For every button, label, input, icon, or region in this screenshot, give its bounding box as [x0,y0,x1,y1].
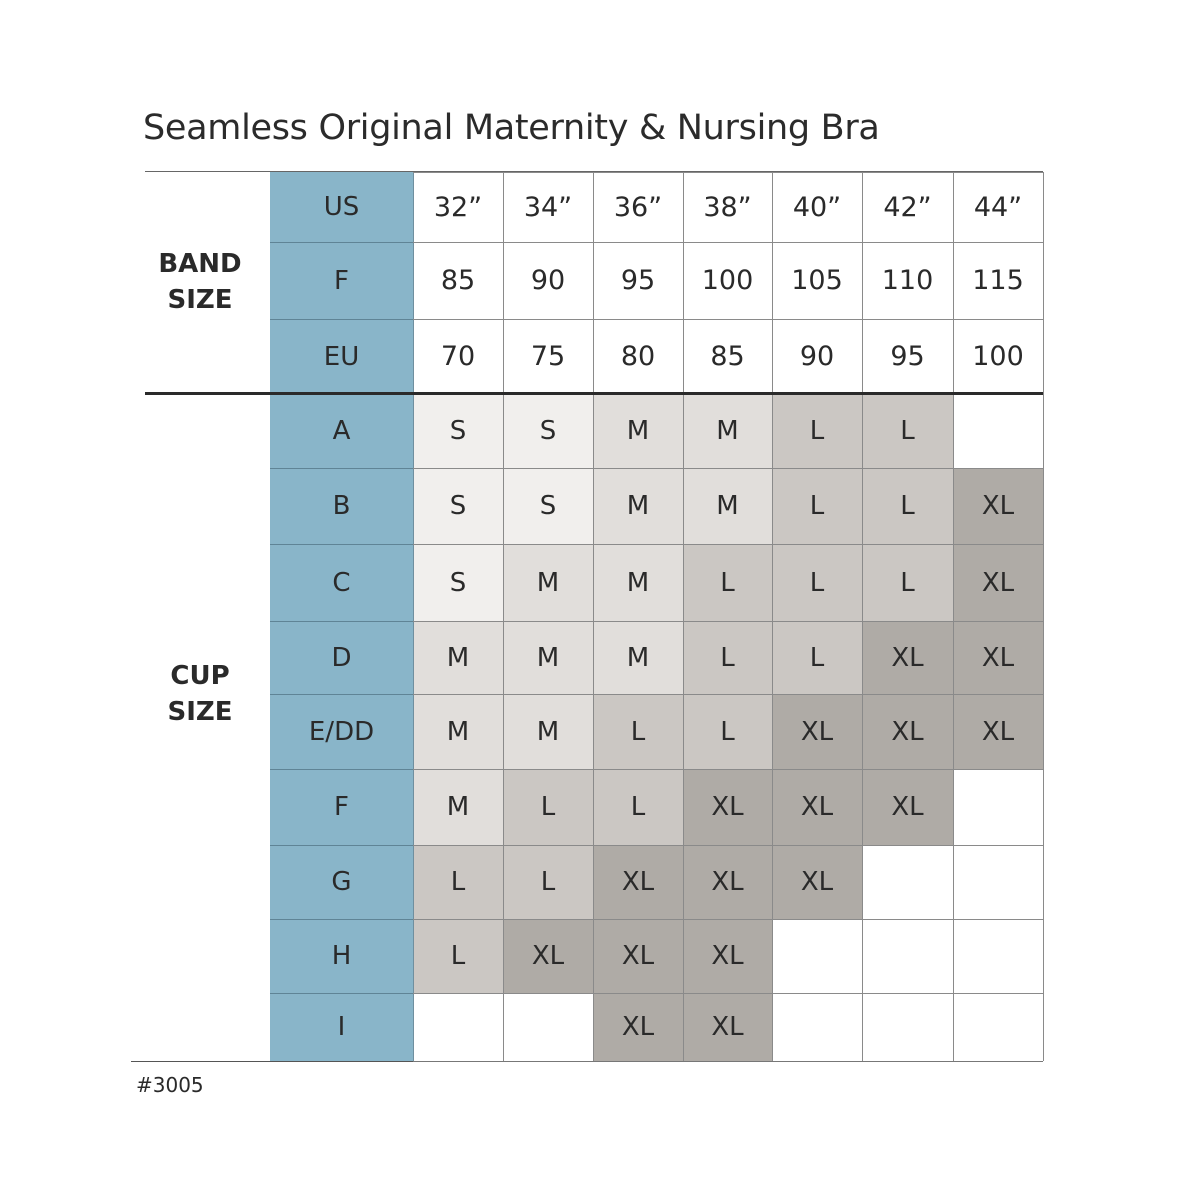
grid-line [413,242,1043,243]
cup-size-cell: XL [953,694,1043,769]
cup-size-cell: S [413,394,503,468]
cup-size-cell: XL [862,694,953,769]
cup-size-cell: M [593,394,683,468]
cup-size-cell: L [862,394,953,468]
cup-size-cell: XL [593,919,683,993]
grid-line [413,694,1043,695]
section-divider [145,392,1043,395]
cup-size-cell: XL [862,621,953,694]
cup-size-cell [503,993,593,1061]
cup-size-cell: L [772,468,862,544]
grid-line [413,468,1043,469]
grid-line [413,769,1043,770]
cup-size-cell: S [503,468,593,544]
cup-size-cell: M [683,394,772,468]
grid-line [270,242,413,243]
band-size-cell: 85 [710,341,745,372]
cup-size-cell: L [593,769,683,845]
grid-line [593,172,594,1061]
cup-row-label: G [331,867,352,897]
grid-line [413,172,414,1061]
cup-size-cell: XL [683,845,772,919]
cup-size-cell: XL [953,544,1043,621]
cup-size-cell: L [862,468,953,544]
band-size-label-line: SIZE [167,285,233,315]
band-size-cell: 100 [701,265,754,296]
cup-row-label: C [332,567,351,598]
grid-line [413,172,1043,173]
grid-line [270,993,413,994]
cup-size-cell: L [772,544,862,621]
cup-size-cell [413,993,503,1061]
cup-size-cell: L [683,544,772,621]
band-size-cell: 44” [973,191,1023,223]
band-size-cell: 90 [530,265,566,296]
grid-line [413,544,1043,545]
cup-row-label: F [334,792,349,822]
grid-line [270,919,413,920]
grid-line [683,172,684,1061]
cup-size-cell: L [413,845,503,919]
cup-size-cell: L [503,769,593,845]
cup-size-cell: L [683,621,772,694]
grid-line [1043,172,1044,1061]
grid-line [413,919,1043,920]
cup-size-cell: XL [593,845,683,919]
cup-size-cell: M [413,621,503,694]
band-size-cell: 95 [890,341,925,372]
grid-line [270,769,413,770]
band-size-cell: 38” [703,191,752,223]
band-size-cell: 105 [791,265,843,296]
cup-size-cell: S [413,544,503,621]
band-row-label: EU [323,341,360,372]
grid-line [862,172,863,1061]
cup-size-cell [953,845,1043,919]
band-size-cell: 85 [440,265,476,296]
cup-size-cell: L [593,694,683,769]
cup-size-cell [772,919,862,993]
cup-row-label: A [332,416,351,446]
cup-size-cell: XL [503,919,593,993]
cup-size-label-line: SIZE [167,697,233,727]
grid-line [270,621,413,622]
grid-line [953,172,954,1061]
top-rule [145,171,1043,172]
grid-line [772,172,773,1061]
page-title: Seamless Original Maternity & Nursing Bra [143,108,880,148]
band-size-cell: 115 [972,265,1024,296]
cup-size-cell: M [503,621,593,694]
cup-row-label: B [332,491,351,521]
cup-size-cell [953,394,1043,468]
cup-size-cell [862,919,953,993]
band-size-label [140,246,260,318]
cup-size-cell: M [593,621,683,694]
band-row-label: US [323,192,360,222]
style-number: #3005 [136,1073,204,1097]
band-size-cell: 70 [440,341,476,372]
cup-size-cell: XL [953,468,1043,544]
cup-size-cell: S [503,394,593,468]
cup-size-cell: L [772,621,862,694]
band-size-cell: 80 [620,341,656,372]
cup-size-cell [772,993,862,1061]
cup-size-cell [953,919,1043,993]
cup-size-cell: XL [953,621,1043,694]
cup-size-cell: L [503,845,593,919]
cup-size-cell: L [772,394,862,468]
cup-size-cell: M [683,468,772,544]
band-size-cell: 32” [433,191,483,223]
grid-line [413,993,1043,994]
bottom-rule [413,1061,1043,1062]
cup-size-cell: S [413,468,503,544]
cup-size-label [140,658,260,730]
band-size-cell: 90 [799,341,835,372]
grid-line [270,468,413,469]
grid-line [413,845,1043,846]
cup-size-cell [862,845,953,919]
cup-size-cell: XL [862,769,953,845]
cup-size-cell: L [862,544,953,621]
band-size-cell: 36” [613,191,663,223]
cup-size-cell [953,993,1043,1061]
grid-line [270,694,413,695]
cup-row-label: D [331,642,352,673]
grid-line [413,319,1043,320]
cup-size-cell: M [503,544,593,621]
band-size-cell: 42” [883,191,932,223]
bottom-rule [131,1061,413,1062]
band-size-cell: 75 [530,341,566,372]
band-size-label-line: BAND [158,249,242,279]
cup-size-cell: XL [772,769,862,845]
cup-size-cell: XL [683,919,772,993]
cup-size-cell: XL [683,769,772,845]
band-size-cell: 40” [792,191,842,223]
cup-size-cell [862,993,953,1061]
cup-row-label: E/DD [308,716,375,747]
band-row-label: F [334,265,349,296]
grid-line [270,544,413,545]
band-size-cell: 95 [620,265,656,296]
cup-size-cell: XL [772,694,862,769]
grid-line [270,319,413,320]
cup-size-cell: M [413,769,503,845]
cup-size-cell: XL [772,845,862,919]
cup-size-cell [953,769,1043,845]
cup-size-cell: L [413,919,503,993]
cup-size-cell: XL [683,993,772,1061]
band-size-cell: 100 [972,341,1024,372]
cup-size-cell: XL [593,993,683,1061]
cup-size-cell: M [413,694,503,769]
band-size-cell: 34” [523,191,573,223]
band-size-cell: 110 [881,265,934,296]
grid-line [503,172,504,1061]
cup-size-cell: M [593,468,683,544]
cup-size-label-line: CUP [170,661,230,691]
cup-row-label: H [331,941,352,971]
cup-row-label: I [337,1012,346,1042]
cup-size-cell: M [593,544,683,621]
cup-size-cell: M [503,694,593,769]
grid-line [413,621,1043,622]
grid-line [270,845,413,846]
cup-size-cell: L [683,694,772,769]
